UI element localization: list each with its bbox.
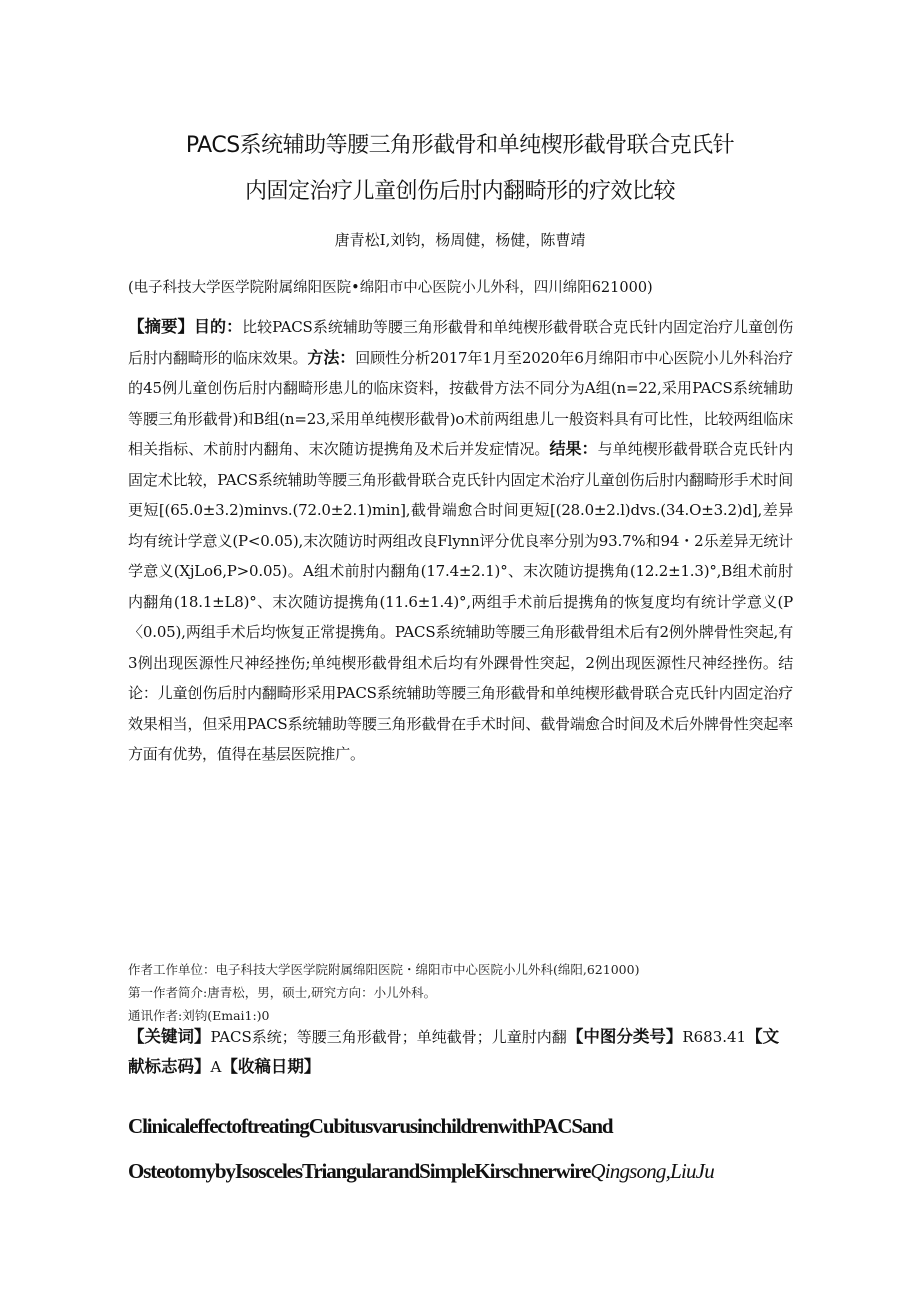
author-notes bbox=[128, 958, 808, 1027]
clc-label: 【中图分类号】 bbox=[566, 1027, 683, 1046]
affiliation: (电子科技大学医学院附属绵阳医院•绵阳市中心医院小儿外科，四川绵阳621000) bbox=[128, 280, 653, 296]
english-title-line-1: ClinicaleffectoftreatingCubitusvarusinchildrenwithPACSand bbox=[128, 1114, 613, 1138]
first-author-note: 第一作者简介:唐青松，男，硕士,研究方向：小儿外科。 bbox=[128, 985, 437, 1000]
conclusion-text: 结论：儿童创伤后肘内翻畸形采用PACS系统辅助等腰三角形截骨和单纯楔形截骨联合克氏针内固定治疗效果相当，但采用PACS系统辅助等腰三角形截骨在手术时间、截骨端愈合时间及术后外牌骨性突起率方面有优势，值得在基层医院推广。 bbox=[128, 653, 793, 763]
keywords-block bbox=[128, 1022, 793, 1082]
keywords-label: 【关键词】 bbox=[128, 1027, 211, 1046]
english-title-line-2 bbox=[128, 1159, 808, 1184]
abstract-label: 【摘要】 bbox=[128, 317, 195, 336]
abstract bbox=[128, 312, 793, 770]
corresponding-author-note: 通讯作者:刘钧(Emai1:)0 bbox=[128, 1008, 270, 1023]
received-date-label: 【收稿日期】 bbox=[221, 1057, 321, 1076]
keywords-text: PACS系统；等腰三角形截骨；单纯截骨；儿童肘内翻 bbox=[210, 1028, 567, 1046]
document-code: A bbox=[210, 1058, 222, 1076]
methods-label: 方法： bbox=[307, 347, 356, 367]
english-authors: Qingsong,LiuJu bbox=[590, 1159, 714, 1183]
objective-label: 目的： bbox=[194, 317, 243, 336]
objective-text: 比较PACS系统辅助等腰三角形截骨和单纯楔形截骨联合克氏针内固定治疗儿童创伤后肘内翻畸形的临床效果。 bbox=[128, 318, 793, 367]
english-title-line-2-text: OsteotomybyIsoscelesTriangularandSimpleKirschnerwire bbox=[128, 1159, 591, 1183]
author-list: 唐青松I,刘钧，杨周健，杨健，陈曹靖 bbox=[334, 231, 586, 249]
paper-title-line-1: PACS系统辅助等腰三角形截骨和单纯楔形截骨联合克氏针 bbox=[185, 133, 735, 158]
clc-number: R683.41 bbox=[682, 1028, 747, 1046]
results-text: 与单纯楔形截骨联合克氏针内固定术比较，PACS系统辅助等腰三角形截骨联合克氏针内固定术治疗儿童创伤后肘内翻畸形手术时间更短[(65.0±3.2)minvs.(72.0±2.1)min],截骨端愈合时间更短[(28.0±2.l)dvs.(34.O±3.2)d],差异均有统计学意义(P<0.05),末次随访时两组改良Flynn评分优良率分别为93.7%和94・2乐差异无统计学意义(XjLo6,P>0.05)。A组术前肘内翻角(17.4±2.1)°、末次随访提携角(12.2±1.3)°,B组术前肘内翻角(18.1±L8)°、末次随访提携角(11.6±1.4)°,两组手术前后提携角的恢复度均有统计学意义(P〈0.05),两组手术后均恢复正常提携角。PACS系统辅助等腰三角形截骨组术后有2例外牌骨性突起,有3例出现医源性尺神经挫伤;单纯楔形截骨组术后均有外踝骨性突起，2例出现医源性尺神经挫伤。 bbox=[128, 440, 794, 672]
methods-text: 回顾性分析2017年1月至2020年6月绵阳市中心医院小儿外科治疗的45例儿童创伤后肘内翻畸形患儿的临床资料，按截骨方法不同分为A组(n=22,采用PACS系统辅助等腰三角形截骨)和B组(n=23,采用单纯楔形截骨)o术前两组患儿一般资料具有可比性，比较两组临床相关指标、术前肘内翻角、末次随访提携角及术后并发症情况。 bbox=[128, 348, 793, 458]
author-unit-note: 作者工作单位：电子科技大学医学院附属绵阳医院・绵阳市中心医院小儿外科(绵阳,621000) bbox=[128, 962, 640, 977]
document-code-label: 【文献标志码】 bbox=[128, 1027, 780, 1076]
results-label: 结果： bbox=[549, 439, 598, 458]
paper-title-line-2: 内固定治疗儿童创伤后肘内翻畸形的疗效比较 bbox=[244, 179, 675, 204]
